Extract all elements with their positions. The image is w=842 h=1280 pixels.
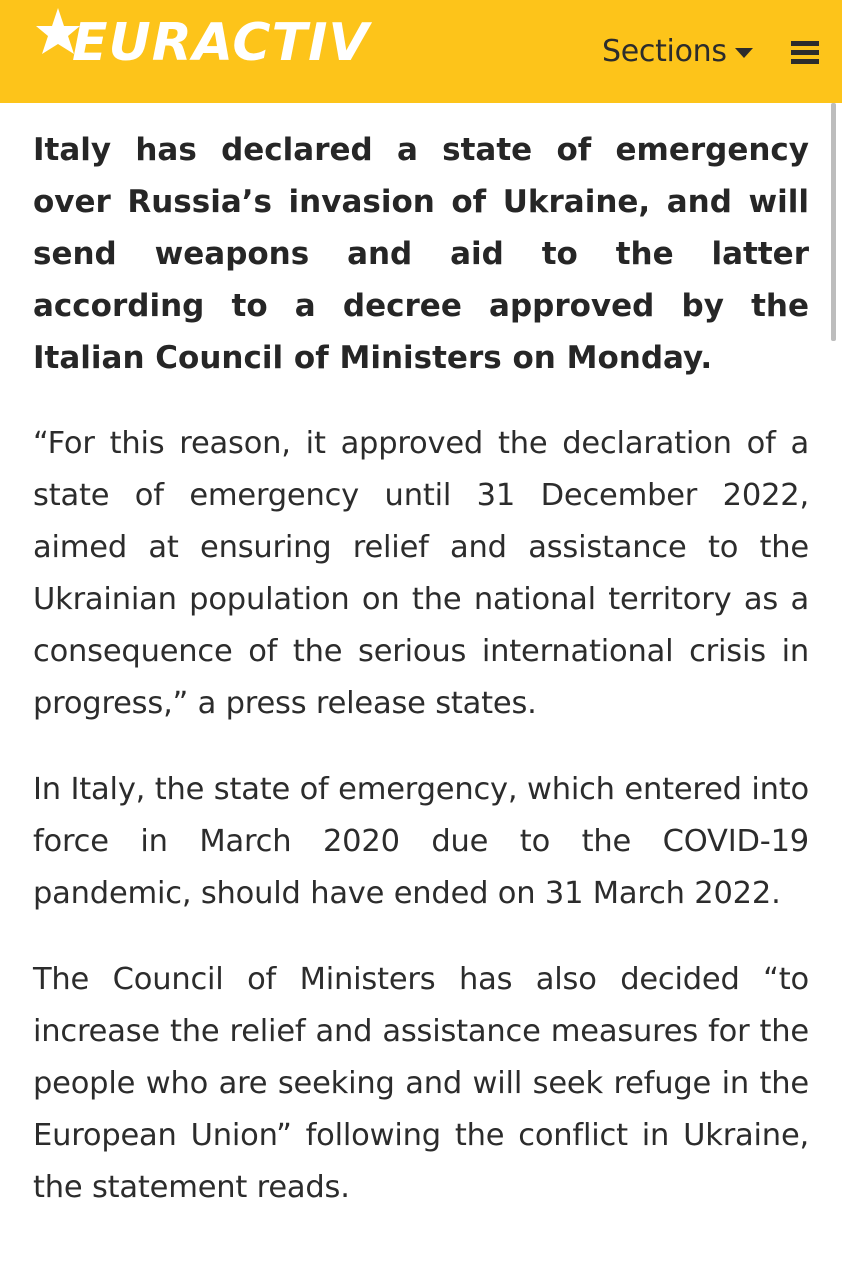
menu-bar (791, 41, 819, 46)
sections-label: Sections (602, 33, 727, 69)
hamburger-menu-icon[interactable] (791, 39, 819, 65)
article-paragraph: The Council of Ministers has also decided “to increase the relief and assistance measures for the people who are seeking and will seek refuge in the European Union” following the conflict in Ukraine, the statement reads. (33, 962, 809, 1205)
euractiv-logo-mark (32, 4, 377, 70)
site-header (0, 0, 842, 103)
caret-down-icon (735, 48, 753, 58)
article-lead: Italy has declared a state of emergency over Russia’s invasion of Ukraine, and will send weapons and aid to the latter according to a decree approved by the Italian Council of Ministers on Monday. (33, 132, 809, 376)
article-paragraph: “For this reason, it approved the declaration of a state of emergency until 31 December 2022, aimed at ensuring relief and assistance to the Ukrainian population on the national territory as a consequence of the serious international crisis in progress,” a press release states. (33, 426, 809, 721)
euractiv-logo[interactable] (32, 4, 377, 70)
menu-bar (791, 59, 819, 64)
menu-bar (791, 50, 819, 55)
article-body (33, 124, 809, 1248)
article-paragraph: In Italy, the state of emergency, which entered into force in March 2020 due to the COVID-19 pandemic, should have ended on 31 March 2022. (33, 772, 809, 911)
page-scrollbar[interactable] (831, 103, 836, 341)
sections-dropdown[interactable] (602, 30, 753, 72)
logo-wordmark: EURACTIV (72, 13, 370, 70)
